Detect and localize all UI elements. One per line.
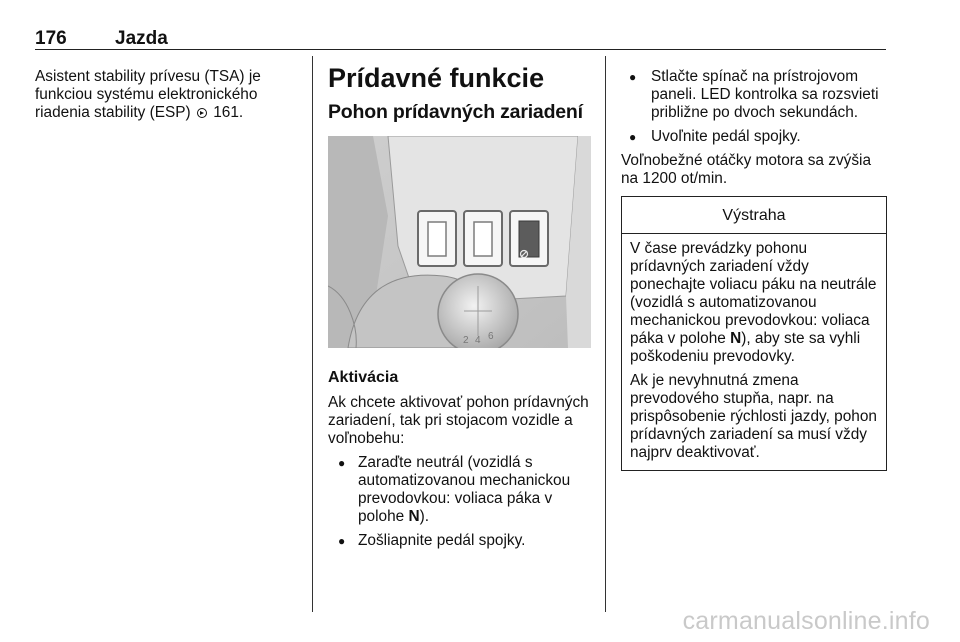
chapter-title: Prídavné funkcie	[328, 63, 545, 93]
activation-intro: Ak chcete aktivovať pohon prídavných zariadení, tak pri stojacom vozidle a voľnobehu:	[328, 394, 589, 447]
warning-box	[621, 196, 887, 471]
section-title: Jazda	[115, 28, 168, 49]
list-item: ● Stlačte spínač na prístrojovom paneli. LED kontrolka sa rozsvieti približne po dvoch sekundách.	[621, 68, 887, 122]
warning-paragraph-2: Ak je nevyhnutná zmena prevodového stupňa, napr. na prispôsobenie rýchlosti jazdy, pohon prídavných zariadení sa musí vždy najprv deaktivovať.	[630, 372, 877, 461]
list-item: ● Uvoľnite pedál spojky.	[621, 128, 887, 146]
tsa-intro-text: Asistent stability prívesu (TSA) je funkciou systému elektronického riadenia stability (ESP)	[35, 68, 261, 121]
column-1	[35, 58, 303, 122]
pto-switch-illustration	[328, 136, 591, 348]
activation-heading: Aktivácia	[328, 369, 399, 386]
section-heading: Pohon prídavných zariadení	[328, 101, 583, 123]
warning-text-1-end: ), aby ste sa vyhli poškodeniu prevodovky.	[630, 330, 861, 365]
step-neutral-end: ).	[419, 508, 430, 525]
warning-body	[622, 234, 886, 470]
page-header	[35, 28, 886, 50]
gear-position-n: N	[730, 330, 742, 347]
warning-paragraph-1	[630, 240, 878, 366]
column-3	[621, 58, 887, 471]
step-neutral-text: Zaraďte neutrál (vozidlá s automatizovanou mechanickou prevodovkou: voliaca páka v polohe	[358, 454, 571, 525]
tsa-intro-paragraph	[35, 68, 303, 122]
activation-steps-continued	[621, 68, 887, 146]
page-number: 176	[35, 28, 67, 49]
gear-label-4: 4	[475, 335, 481, 346]
activation-steps-list	[328, 454, 596, 550]
page-reference-icon	[197, 108, 207, 118]
column-2	[328, 58, 596, 550]
gear-position-n: N	[408, 508, 420, 525]
tsa-intro-page-ref[interactable]: 161.	[213, 104, 244, 121]
warning-title: Výstraha	[622, 197, 886, 234]
list-item	[328, 454, 596, 526]
column-divider-left	[312, 56, 313, 612]
gear-label-6: 6	[488, 331, 494, 342]
column-divider-right	[605, 56, 606, 612]
watermark: carmanualsonline.info	[682, 607, 930, 635]
dashboard-switch-panel-image	[328, 136, 591, 348]
list-item: ● Zošliapnite pedál spojky.	[328, 532, 596, 550]
idle-speed-paragraph: Voľnobežné otáčky motora sa zvýšia na 1200 ot/min.	[621, 152, 872, 187]
warning-text-1: V čase prevádzky pohonu prídavných zariadení vždy ponechajte voliacu páku na neutrále (vozidlá s automatizovanou mechanickou prevodovkou: voliaca páka v polohe	[630, 240, 877, 347]
gear-label-2: 2	[463, 335, 469, 346]
